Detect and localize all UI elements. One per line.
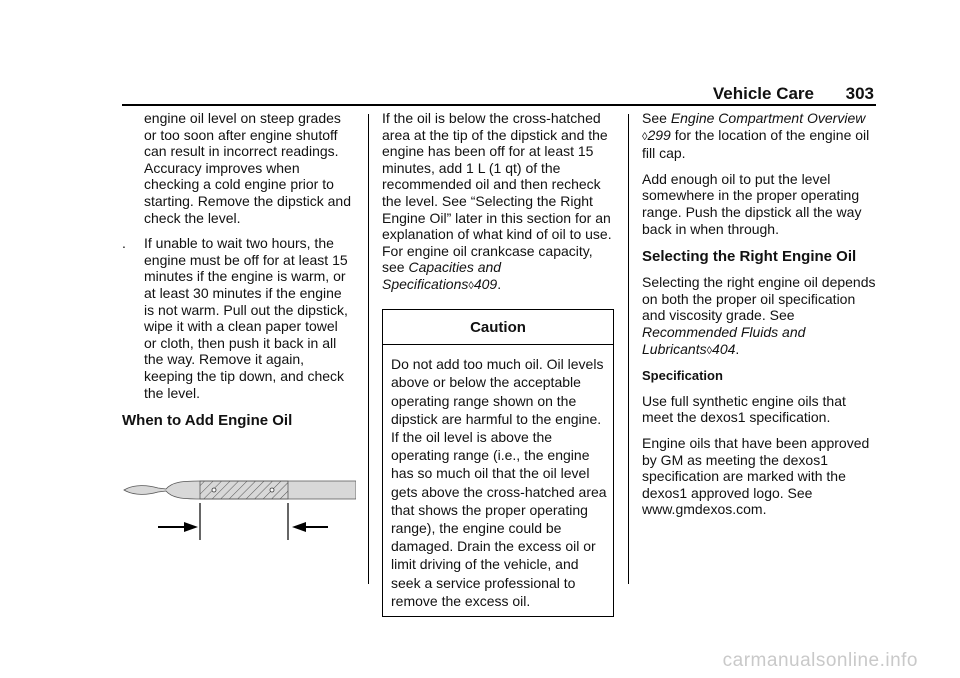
- add-oil-text: If the oil is below the cross-hatched area at the tip of the dipstick and the engine has been off for at least 15 minutes, add 1 L (1 qt) of the recommended oil and then recheck the level. See “Selecting the Right Engine Oil” later in this section for an explanation of what kind of oil to use. For engine oil crankcase capacity, see: [382, 110, 612, 276]
- section-title: Vehicle Care: [712, 84, 814, 103]
- synthetic-oil-paragraph: Use full synthetic engine oils that meet the dexos1 specification.: [642, 392, 846, 426]
- caution-text: Do not add too much oil. Oil levels above or below the acceptable operating range shown on the dipstick are harmful to the engine. If the oil level is above the operating range (i.e., the engine has so much oil that the oil level gets above the cross-hatched area that shows the proper operating range), the engine could be damaged. Drain the excess oil or limit driving of the vehicle, and seek a service professional to remove the excess oil.: [391, 356, 607, 609]
- selecting-oil-text: Selecting the right engine oil depends on both the proper oil specification and viscosity grade. See: [642, 274, 876, 324]
- engine-compartment-page-ref[interactable]: 299: [647, 126, 671, 143]
- selecting-oil-paragraph: [642, 274, 876, 359]
- bullet-item: [122, 235, 354, 401]
- dipstick-illustration: [122, 470, 356, 550]
- header-rule: [122, 104, 876, 106]
- recommended-fluids-link[interactable]: Recommended Fluids and Lubricants: [642, 323, 806, 357]
- caution-box: [382, 309, 614, 617]
- section-heading-when-to-add: When to Add Engine Oil: [122, 412, 293, 430]
- capacities-page-ref[interactable]: 409: [473, 275, 498, 292]
- continued-paragraph: engine oil level on steep grades or too soon after engine shutoff can result in incorrect readings. Accuracy improves when checking a cold engine prior to starting. Remove the dipstick and check the level.: [144, 110, 351, 226]
- page-number: 303: [845, 84, 874, 103]
- engine-compartment-link[interactable]: Engine Compartment Overview: [670, 110, 866, 126]
- period: .: [735, 340, 740, 357]
- period: .: [497, 275, 502, 292]
- recommended-fluids-page-ref[interactable]: 404: [712, 340, 736, 357]
- page-ref-arrow-icon: ◊: [468, 279, 474, 292]
- column-divider-right: [628, 114, 629, 584]
- bullet-text: If unable to wait two hours, the engine must be off for at least 15 minutes if the engine is warm, or at least 30 minutes if the engine is not warm. Pull out the dipstick, wipe it with a clean paper towel or cloth, then push it back in all the way. Remove it again, keeping the tip down, and check the level.: [144, 235, 348, 401]
- section-heading-selecting-oil: Selecting the Right Engine Oil: [642, 248, 857, 266]
- page-header: [122, 84, 874, 104]
- page-ref-arrow-icon: ◊: [642, 130, 648, 143]
- capacities-link[interactable]: Capacities and Specifications: [382, 259, 502, 292]
- watermark: carmanualsonline.info: [722, 650, 918, 671]
- fill-cap-paragraph: [642, 110, 876, 162]
- column-2: [382, 110, 614, 617]
- caution-title: Caution: [383, 310, 613, 346]
- dexos-approval-paragraph: Engine oils that have been approved by GM as meeting the dexos1 specification are marked with the dexos1 approved logo. See www.gmdexos.com.: [642, 434, 870, 518]
- column-divider-left: [368, 114, 369, 584]
- page-ref-arrow-icon: ◊: [706, 344, 713, 357]
- bullet-mark: .: [122, 235, 126, 252]
- column-1: [122, 110, 354, 438]
- add-oil-paragraph: [382, 110, 614, 295]
- subheading-specification: Specification: [642, 368, 723, 384]
- add-enough-oil-paragraph: Add enough oil to put the level somewhere in the proper operating range. Push the dipstick all the way back in when through.: [642, 170, 862, 237]
- see-label: See: [642, 110, 667, 126]
- column-3: [642, 110, 876, 527]
- fill-cap-text: for the location of the engine oil fill cap.: [642, 126, 870, 162]
